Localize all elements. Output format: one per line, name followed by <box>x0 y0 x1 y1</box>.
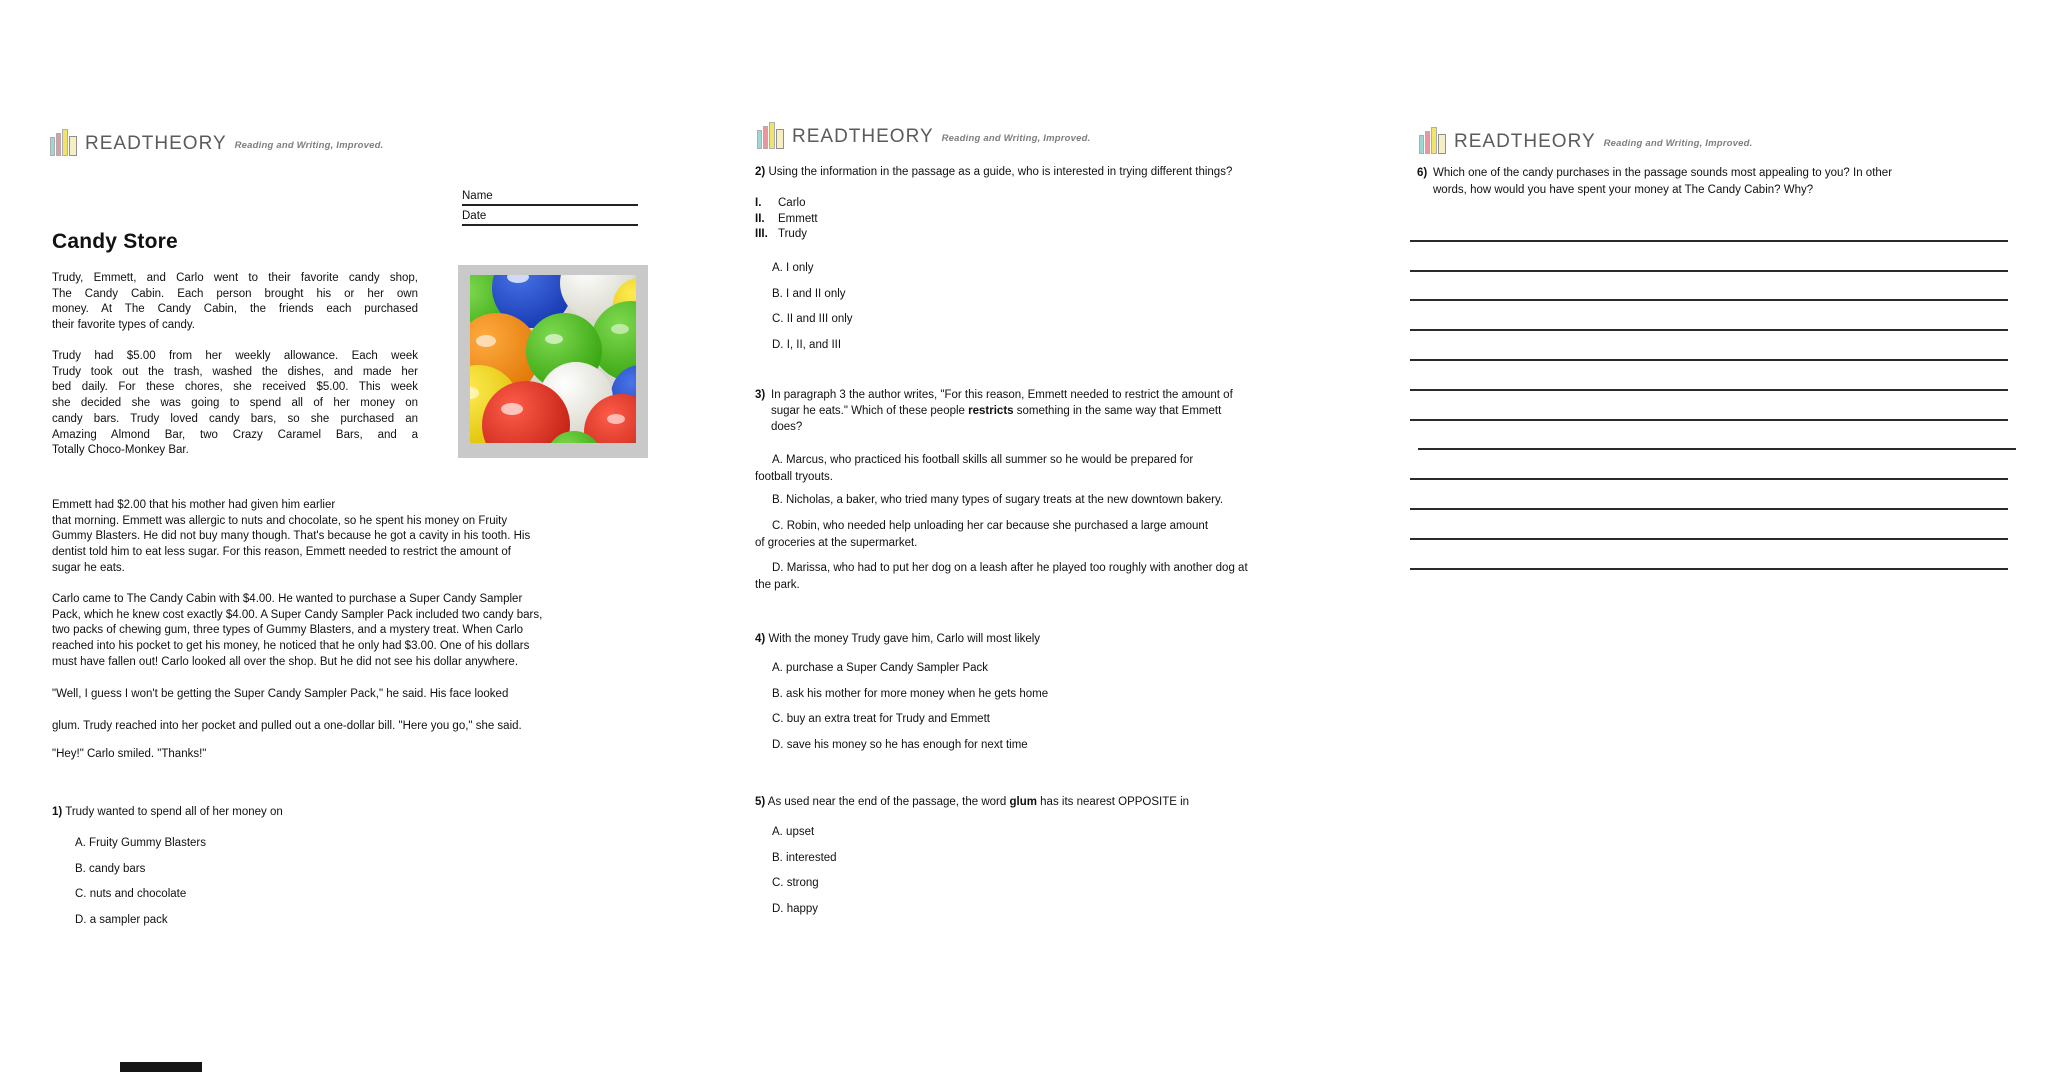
question-4-options <box>772 661 1048 764</box>
question-5-number: 5) <box>755 796 766 808</box>
option-c[interactable]: C. strong <box>772 877 819 890</box>
date-label: Date <box>462 210 487 222</box>
answer-line[interactable] <box>1418 421 2016 451</box>
question-6-text: Which one of the candy purchases in the passage sounds most appealing to you? In other words, how would you have spent your money at The Candy Cabin? Why? <box>1433 167 1893 196</box>
readtheory-logo <box>1419 126 1753 154</box>
option-d[interactable]: D. a sampler pack <box>75 914 168 927</box>
option-b[interactable]: B. interested <box>772 851 837 864</box>
date-field[interactable] <box>462 209 638 226</box>
option-d[interactable]: D. I, II, and III <box>772 339 842 352</box>
question-4-text: With the money Trudy gave him, Carlo will most likely <box>768 633 1041 645</box>
answer-line[interactable] <box>1410 480 2008 510</box>
book-spine-cream <box>776 129 784 149</box>
option-d[interactable]: D. save his money so he has enough for next time <box>772 739 1028 752</box>
gumballs-illustration <box>470 275 636 443</box>
question-3-text: In paragraph 3 the author writes, "For this reason, Emmett needed to restrict the amount of sugar he eats." Which of these people restricts something in the same way that Emmett does? <box>771 389 1233 433</box>
option-c[interactable]: C. Robin, who needed help unloading her car because she purchased a large amount of groceries at the supermarket. <box>755 520 1209 549</box>
answer-line[interactable] <box>1410 212 2008 242</box>
passage-quote-line-1: "Well, I guess I won't be getting the Super Candy Sampler Pack," he said. His face looked <box>52 688 509 700</box>
book-spine-cream <box>69 136 77 156</box>
answer-line[interactable] <box>1410 301 2008 331</box>
passage-paragraph-3: Emmett had $2.00 that his mother had given him earlier that morning. Emmett was allergic to nuts and chocolate, so he spent his money on Fruity Gummy Blasters. He did not buy many though. That's because he got a cavity in his tooth. His dentist told him to eat less sugar. For this reason, Emmett needed to restrict the amount of sugar he eats. <box>52 499 531 574</box>
option-c[interactable]: C. nuts and chocolate <box>75 888 187 901</box>
brand-tagline: Reading and Writing, Improved. <box>234 140 384 151</box>
question-5-options <box>772 825 837 928</box>
book-spine-teal <box>1419 135 1424 154</box>
book-spine-yellow <box>62 129 68 156</box>
question-1-options <box>75 836 206 939</box>
question-2 <box>755 164 1232 180</box>
option-c[interactable]: C. II and III only <box>772 313 853 326</box>
question-5 <box>755 794 1189 810</box>
brand-wordmark: READTHEORY <box>85 133 227 154</box>
brand-wordmark: READTHEORY <box>792 126 934 147</box>
option-a[interactable]: A. Fruity Gummy Blasters <box>75 837 206 849</box>
book-spine-teal <box>757 130 762 149</box>
answer-line[interactable] <box>1410 331 2008 361</box>
book-spine-pink <box>1425 131 1430 154</box>
answer-line[interactable] <box>1410 540 2008 570</box>
option-a[interactable]: A. Marcus, who practiced his football skills all summer so he would be prepared for football tryouts. <box>755 454 1194 483</box>
roman-item-2: II. Emmett <box>755 212 818 225</box>
question-2-number: 2) <box>755 166 766 178</box>
passage-paragraph-1: Trudy, Emmett, and Carlo went to their favorite candy shop, The Candy Cabin. Each person brought his or her own money. At The Candy Cabin, the friends each purchased their favorite types of candy. <box>52 272 418 332</box>
brand-wordmark: READTHEORY <box>1454 131 1596 152</box>
question-3-number: 3) <box>755 389 766 401</box>
book-spine-yellow <box>1431 127 1437 154</box>
question-2-options <box>772 261 853 364</box>
question-6-number: 6) <box>1417 167 1428 179</box>
books-icon <box>50 128 77 156</box>
question-3 <box>755 387 1255 435</box>
question-4-number: 4) <box>755 633 766 645</box>
answer-writing-area <box>1410 212 2008 570</box>
brand-tagline: Reading and Writing, Improved. <box>941 133 1091 144</box>
book-spine-cream <box>1438 134 1446 154</box>
name-label: Name <box>462 190 493 202</box>
books-icon <box>757 121 784 149</box>
book-spine-yellow <box>769 122 775 149</box>
readtheory-logo <box>50 128 384 156</box>
answer-line[interactable] <box>1410 510 2008 540</box>
question-6 <box>1417 165 1893 198</box>
passage-title: Candy Store <box>52 230 178 253</box>
option-b[interactable]: B. I and II only <box>772 287 846 300</box>
option-c[interactable]: C. buy an extra treat for Trudy and Emmett <box>772 713 990 726</box>
passage-paragraph-2: Trudy had $5.00 from her weekly allowance. Each week Trudy took out the trash, washed the dishes, and made her bed daily. For these chores, she received $5.00. This week she decided she was going to spend all of her money on candy bars. Trudy loved candy bars, so she purchased an Amazing Almond Bar, two Crazy Caramel Bars, and a Totally Choco-Monkey Bar. <box>52 350 418 457</box>
question-2-text: Using the information in the passage as a guide, who is interested in trying different things? <box>768 166 1233 178</box>
option-a[interactable]: A. purchase a Super Candy Sampler Pack <box>772 662 989 674</box>
bold-word-glum: glum <box>1009 796 1037 808</box>
bold-word-restricts: restricts <box>968 405 1014 417</box>
passage-quote-line-3: "Hey!" Carlo smiled. "Thanks!" <box>52 748 207 760</box>
passage-paragraph-4: Carlo came to The Candy Cabin with $4.00. He wanted to purchase a Super Candy Sampler Pack, which he knew cost exactly $4.00. A Super Candy Sampler Pack included two candy bars, two packs of chewing gum, three types of Gummy Blasters, and a mystery treat. When Carlo reached into his pocket to get his money, he noticed that he only had $3.00. One of his dollars must have fallen out! Carlo looked all over the shop. But he did not see his dollar anywhere. <box>52 593 543 668</box>
book-spine-pink <box>56 133 61 156</box>
brand-tagline: Reading and Writing, Improved. <box>1603 138 1753 149</box>
question-1-number: 1) <box>52 806 63 818</box>
question-2-roman-list <box>755 196 818 243</box>
answer-line[interactable] <box>1410 242 2008 272</box>
option-d[interactable]: D. happy <box>772 903 819 916</box>
book-spine-pink <box>763 126 768 149</box>
gumballs-image <box>458 265 648 458</box>
option-a[interactable]: A. upset <box>772 826 815 838</box>
question-5-text: As used near the end of the passage, the word glum has its nearest OPPOSITE in <box>767 796 1190 808</box>
option-b[interactable]: B. candy bars <box>75 862 146 875</box>
option-b[interactable]: B. Nicholas, a baker, who tried many types of sugary treats at the new downtown bakery. <box>772 494 1224 506</box>
books-icon <box>1419 126 1446 154</box>
book-spine-teal <box>50 137 55 156</box>
answer-line[interactable] <box>1410 391 2008 421</box>
answer-line[interactable] <box>1410 450 2008 480</box>
roman-item-1: I. Carlo <box>755 197 806 209</box>
answer-line[interactable] <box>1410 272 2008 302</box>
option-a[interactable]: A. I only <box>772 262 814 274</box>
passage-quote-line-2: glum. Trudy reached into her pocket and pulled out a one-dollar bill. "Here you go," she said. <box>52 720 522 732</box>
question-4 <box>755 631 1040 647</box>
option-b[interactable]: B. ask his mother for more money when he gets home <box>772 687 1049 700</box>
name-field[interactable] <box>462 189 638 206</box>
bottom-edge-artifact <box>120 1062 202 1072</box>
question-1-text: Trudy wanted to spend all of her money on <box>65 806 283 818</box>
answer-line[interactable] <box>1410 361 2008 391</box>
roman-item-3: III. Trudy <box>755 228 807 241</box>
readtheory-logo <box>757 121 1091 149</box>
option-d[interactable]: D. Marissa, who had to put her dog on a leash after he played too roughly with another dog at the park. <box>755 562 1248 591</box>
question-1 <box>52 804 283 820</box>
